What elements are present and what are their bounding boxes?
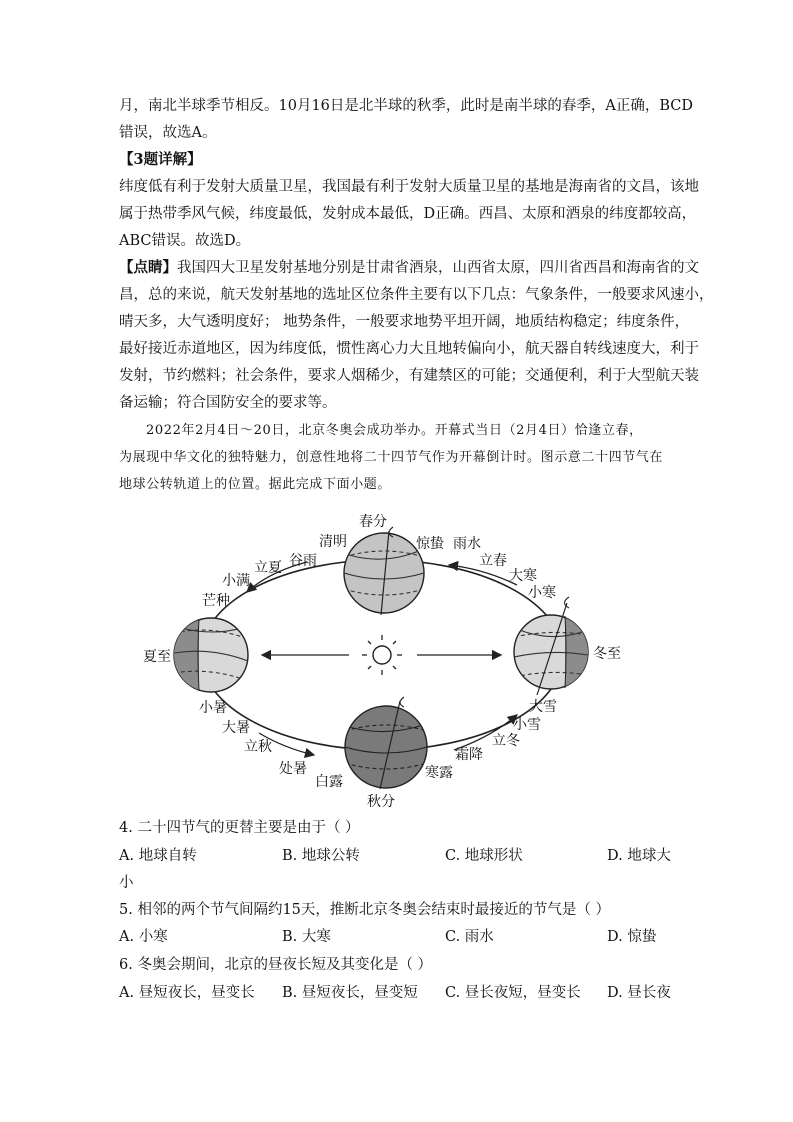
term-label: 夏至 <box>143 649 171 665</box>
earth-summer-solstice <box>174 615 248 695</box>
term-label: 立夏 <box>254 560 282 576</box>
term-label: 小满 <box>222 573 250 589</box>
q3-detail-line: ABC错误。故选D。 <box>119 233 251 249</box>
term-label: 立冬 <box>492 733 520 749</box>
question-5-option-c[interactable]: C. 雨水 <box>445 929 494 945</box>
term-label: 秋分 <box>367 794 395 810</box>
comment-first-text: 我国四大卫星发射基地分别是甘肃省酒泉，山西省太原，四川省西昌和海南省的文 <box>177 260 699 276</box>
earth-winter-solstice <box>514 597 595 695</box>
term-label: 大暑 <box>222 720 250 736</box>
question-4-option-d[interactable]: D. 地球大 <box>607 848 671 864</box>
solar-terms-orbit-diagram <box>119 505 679 810</box>
question-6-stem: 6. 冬奥会期间，北京的昼夜长短及其变化是（ ） <box>119 957 433 973</box>
term-label: 白露 <box>315 774 343 790</box>
passage-line: 2022年2月4日～20日，北京冬奥会成功举办。开幕式当日（2月4日）恰逢立春， <box>146 423 643 438</box>
question-6-option-b[interactable]: B. 昼短夜长，昼变短 <box>282 985 418 1001</box>
q3-detail-line: 纬度低有利于发射大质量卫星，我国最有利于发射大质量卫星的基地是海南省的文昌，该地 <box>119 179 699 195</box>
term-label: 小暑 <box>199 700 227 716</box>
sun-icon <box>362 635 402 675</box>
passage-line: 地球公转轨道上的位置。据此完成下面小题。 <box>119 477 392 492</box>
term-label: 冬至 <box>593 646 621 662</box>
comment-line: 晴天多，大气透明度好； 地势条件，一般要求地势平坦开阔，地质结构稳定；纬度条件， <box>119 314 690 330</box>
comment-line: 备运输；符合国防安全的要求等。 <box>119 395 337 411</box>
question-4-option-b[interactable]: B. 地球公转 <box>282 848 360 864</box>
q3-detail-line: 属于热带季风气候，纬度最低，发射成本最低，D正确。西昌、太原和酒泉的纬度都较高， <box>119 206 697 222</box>
comment-line: 最好接近赤道地区，因为纬度低，惯性离心力大且地转偏向小，航天器自转线速度大，利于 <box>119 341 699 357</box>
earth-spring-equinox <box>344 527 424 615</box>
term-label: 雨水 <box>453 536 481 552</box>
term-label: 芒种 <box>202 593 230 609</box>
comment-first-line <box>119 258 699 278</box>
question-4-option-a[interactable]: A. 地球自转 <box>119 848 197 864</box>
question-4-option-d-overflow: 小 <box>119 875 134 891</box>
term-label: 清明 <box>319 534 347 550</box>
term-label: 小雪 <box>513 717 541 733</box>
question-5-option-b[interactable]: B. 大寒 <box>282 929 331 945</box>
term-label: 春分 <box>359 514 387 530</box>
earth-autumn-equinox <box>345 697 427 789</box>
term-label: 小寒 <box>528 585 556 601</box>
term-label: 处暑 <box>279 761 307 777</box>
question-5-stem: 5. 相邻的两个节气间隔约15天，推断北京冬奥会结束时最接近的节气是（ ） <box>119 902 611 918</box>
term-label: 立春 <box>479 553 507 569</box>
comment-line: 发射，节约燃料；社会条件，要求人烟稀少，有建禁区的可能；交通便利，利于大型航天装 <box>119 368 699 384</box>
question-6-option-d[interactable]: D. 昼长夜 <box>607 985 671 1001</box>
term-label: 谷雨 <box>289 553 317 569</box>
question-5-option-d[interactable]: D. 惊蛰 <box>607 929 657 945</box>
question-4-stem: 4. 二十四节气的更替主要是由于（ ） <box>119 820 360 836</box>
question-6-option-c[interactable]: C. 昼长夜短，昼变长 <box>445 985 581 1001</box>
comment-label: 【点睛】 <box>119 259 177 276</box>
passage-line: 为展现中华文化的独特魅力，创意性地将二十四节气作为开幕倒计时。图示意二十四节气在 <box>119 450 664 465</box>
term-label: 立秋 <box>244 739 272 755</box>
q3-detail-heading: 【3题详解】 <box>119 151 202 168</box>
term-label: 霜降 <box>455 747 483 763</box>
term-label: 大寒 <box>509 568 537 584</box>
question-5-option-a[interactable]: A. 小寒 <box>119 929 168 945</box>
question-4-option-c[interactable]: C. 地球形状 <box>445 848 523 864</box>
prev-answer-line-2: 错误，故选A。 <box>119 125 217 141</box>
prev-answer-line-1: 月，南北半球季节相反。10月16日是北半球的秋季，此时是南半球的春季，A正确，BCD <box>119 98 694 114</box>
question-6-option-a[interactable]: A. 昼短夜长，昼变长 <box>119 985 255 1001</box>
term-label: 寒露 <box>425 765 453 781</box>
term-label: 惊蛰 <box>416 536 444 552</box>
comment-line: 昌，总的来说，航天发射基地的选址区位条件主要有以下几点：气象条件，一般要求风速小， <box>119 287 714 303</box>
term-label: 大雪 <box>529 699 557 715</box>
